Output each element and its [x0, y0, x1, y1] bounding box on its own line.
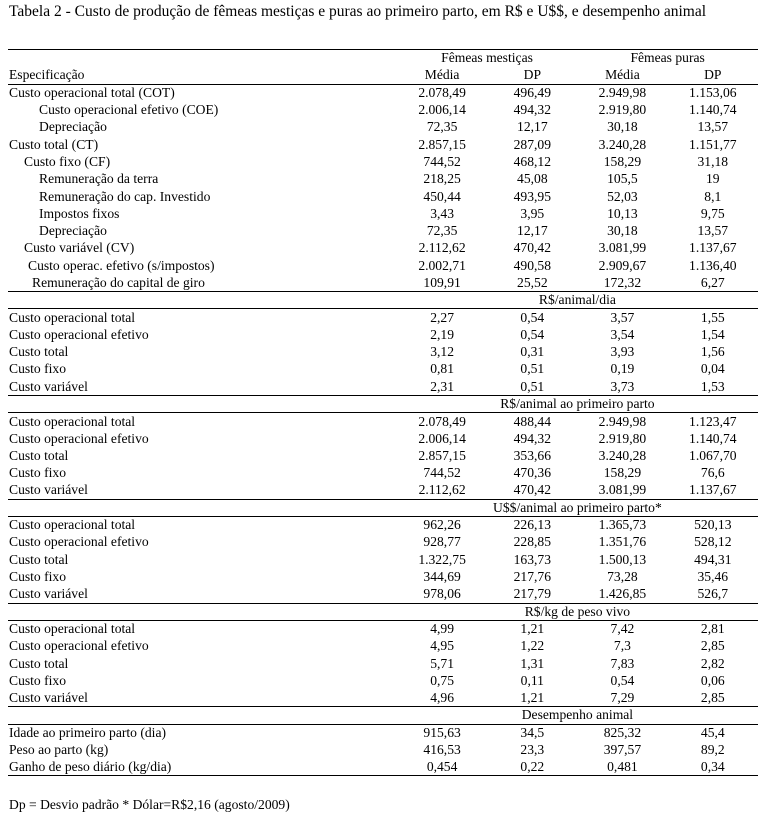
cell-media-puras: 1.500,13	[598, 551, 647, 567]
spec-header-blank	[8, 50, 397, 67]
cell-dp-puras: 2,85	[700, 638, 725, 654]
cell-media-puras: 105,5	[607, 171, 638, 187]
row-label: Custo variável	[9, 482, 88, 498]
cell-media-puras: 158,29	[603, 153, 642, 169]
row-label: Remuneração do capital de giro	[32, 274, 205, 290]
cell-media-puras: 3.081,99	[598, 240, 647, 256]
cell-dp-puras: 1.140,74	[689, 102, 737, 118]
table-row	[8, 655, 758, 672]
row-label: Remuneração da terra	[39, 171, 159, 187]
cell-dp-puras: 1.067,70	[689, 447, 737, 463]
cell-media-puras: 7,42	[610, 621, 635, 637]
cell-dp-mesticas: 25,52	[517, 274, 548, 290]
cell-media-puras: 7,83	[610, 655, 635, 671]
cell-dp-mesticas: 12,17	[517, 223, 548, 239]
section-title: R$/animal/dia	[397, 292, 758, 309]
cell-dp-mesticas: 488,44	[513, 413, 552, 429]
cell-media-puras: 0,19	[610, 361, 635, 377]
table-row	[8, 724, 758, 741]
row-label: Custo operacional efetivo	[9, 534, 149, 550]
table-row	[8, 447, 758, 464]
cell-dp-puras: 1.137,67	[689, 240, 737, 256]
cell-media-mesticas: 218,25	[423, 171, 461, 187]
cell-media-puras: 3.240,28	[598, 447, 647, 463]
row-label: Custo total	[9, 551, 69, 567]
cell-media-puras: 7,3	[613, 638, 631, 654]
subheader-media-puras: Média	[577, 67, 667, 84]
row-label: Custo operacional efetivo	[9, 430, 149, 446]
table-row	[8, 586, 758, 603]
table-row	[8, 171, 758, 188]
table-caption: Tabela 2 - Custo de produção de fêmeas mestiças e puras ao primeiro parto, em R$ e U$$, e desempenho animal	[9, 3, 707, 20]
group-header-puras: Fêmeas puras	[577, 50, 758, 67]
cell-dp-puras: 0,06	[700, 672, 725, 688]
cell-media-mesticas: 0,454	[397, 759, 488, 776]
cell-media-puras: 2.949,98	[598, 84, 647, 100]
cell-dp-mesticas: 470,42	[513, 240, 552, 256]
cell-media-mesticas: 2.006,14	[418, 430, 466, 446]
cell-dp-puras: 1.151,77	[689, 136, 737, 152]
cell-dp-puras: 89,2	[700, 742, 725, 758]
table-row	[8, 188, 758, 205]
table-row	[8, 551, 758, 568]
section-title: Desempenho animal	[397, 707, 758, 724]
row-label: Custo operacional total	[9, 309, 136, 325]
section-header-blank	[8, 395, 397, 412]
cell-dp-mesticas: 287,09	[513, 136, 552, 152]
cell-dp-mesticas: 1,21	[520, 689, 545, 705]
cell-media-mesticas: 2,19	[430, 326, 454, 342]
cell-media-mesticas: 2,27	[430, 309, 454, 325]
spec-header: Especificação	[8, 67, 397, 84]
subheader-row	[8, 67, 758, 84]
table-row	[8, 430, 758, 447]
cell-media-mesticas: 0,81	[430, 361, 454, 377]
cell-dp-mesticas: 493,95	[513, 188, 552, 204]
cell-media-puras: 52,03	[607, 188, 638, 204]
cell-media-mesticas: 2.002,71	[418, 257, 466, 273]
table-row	[8, 222, 758, 239]
cell-dp-mesticas: 470,42	[513, 482, 552, 498]
cell-media-puras: 73,28	[607, 569, 638, 585]
row-label: Custo operacional total	[9, 517, 136, 533]
cell-media-mesticas: 928,77	[423, 534, 461, 550]
cell-media-puras: 3.081,99	[598, 482, 647, 498]
row-label: Custo fixo	[9, 465, 67, 481]
cell-dp-puras: 19	[706, 171, 720, 187]
cell-media-mesticas: 416,53	[423, 742, 461, 758]
section-header-blank	[8, 707, 397, 724]
cell-media-puras: 3.240,28	[598, 136, 647, 152]
table-row	[8, 119, 758, 136]
cell-media-mesticas: 2.006,14	[418, 102, 466, 118]
cell-dp-puras: 2,85	[700, 689, 725, 705]
cell-media-puras: 172,32	[603, 274, 642, 290]
cell-dp-puras: 1.136,40	[689, 257, 737, 273]
subheader-media-mesticas: Média	[397, 67, 488, 84]
table-row	[8, 413, 758, 430]
cell-dp-mesticas: 1,31	[520, 655, 545, 671]
cell-dp-mesticas: 163,73	[513, 551, 552, 567]
cell-media-mesticas: 4,99	[430, 621, 454, 637]
cell-dp-puras: 13,57	[697, 119, 729, 135]
row-label: Depreciação	[39, 119, 107, 135]
cell-dp-puras: 1.123,47	[689, 413, 737, 429]
cell-media-puras: 10,13	[607, 205, 638, 221]
cell-dp-puras: 13,57	[697, 223, 729, 239]
row-label: Custo total	[9, 447, 69, 463]
cell-media-mesticas: 72,35	[426, 119, 458, 135]
row-label: Custo fixo (CF)	[24, 153, 111, 169]
row-label: Custo fixo	[9, 569, 67, 585]
cell-media-mesticas: 109,91	[423, 274, 461, 290]
cell-dp-mesticas: 494,32	[513, 102, 552, 118]
cell-media-puras: 825,32	[603, 724, 642, 740]
cell-media-mesticas: 344,69	[423, 569, 461, 585]
cell-dp-mesticas: 490,58	[513, 257, 552, 273]
row-label: Custo total	[9, 655, 69, 671]
cell-media-mesticas: 915,63	[423, 724, 461, 740]
row-label: Depreciação	[39, 223, 107, 239]
table-row	[8, 274, 758, 291]
section-header-row	[8, 707, 758, 724]
cell-dp-puras: 1.140,74	[689, 430, 737, 446]
subheader-dp-mesticas: DP	[487, 67, 577, 84]
cell-media-mesticas: 2.857,15	[418, 447, 466, 463]
cell-dp-puras: 494,31	[694, 551, 732, 567]
cell-dp-mesticas: 496,49	[513, 84, 552, 100]
table-row	[8, 568, 758, 585]
cell-dp-puras: 1,53	[700, 378, 725, 394]
cell-dp-mesticas: 0,31	[520, 344, 545, 360]
cell-media-mesticas: 3,12	[430, 344, 454, 360]
cell-dp-mesticas: 217,76	[513, 569, 552, 585]
cell-dp-mesticas: 468,12	[513, 153, 552, 169]
cell-dp-mesticas: 1,21	[520, 621, 545, 637]
cell-dp-mesticas: 0,54	[520, 309, 545, 325]
cell-dp-puras: 520,13	[694, 517, 732, 533]
row-label: Custo operacional efetivo	[9, 326, 149, 342]
cell-dp-mesticas: 45,08	[517, 171, 548, 187]
row-label: Remuneração do cap. Investido	[39, 188, 211, 204]
cell-media-puras: 30,18	[607, 223, 638, 239]
section-header-row	[8, 499, 758, 516]
cell-media-mesticas: 2.078,49	[418, 413, 466, 429]
cell-dp-mesticas: 23,3	[520, 742, 545, 758]
row-label: Custo fixo	[9, 672, 67, 688]
table-row	[8, 205, 758, 222]
cell-dp-puras: 1,56	[700, 344, 725, 360]
cell-media-puras: 397,57	[603, 742, 642, 758]
cell-media-mesticas: 744,52	[423, 465, 461, 481]
cost-table	[8, 49, 758, 776]
cell-dp-mesticas: 494,32	[513, 430, 552, 446]
table-row	[8, 638, 758, 655]
table-body	[8, 84, 758, 776]
cell-dp-puras: 1.137,67	[689, 482, 737, 498]
section-header-blank	[8, 292, 397, 309]
cell-dp-puras: 1.153,06	[689, 84, 737, 100]
cell-media-puras: 0,481	[577, 759, 667, 776]
table-row	[8, 136, 758, 153]
row-label: Custo operacional efetivo	[9, 638, 149, 654]
section-title: R$/animal ao primeiro parto	[397, 395, 758, 412]
subheader-dp-puras: DP	[668, 67, 758, 84]
cell-media-mesticas: 2.078,49	[418, 84, 466, 100]
cell-dp-mesticas: 217,79	[513, 586, 552, 602]
cell-dp-mesticas: 0,54	[520, 326, 545, 342]
row-label: Custo total	[9, 344, 69, 360]
cell-media-mesticas: 978,06	[423, 586, 461, 602]
cell-media-puras: 1.351,76	[598, 534, 647, 550]
row-label: Custo operacional efetivo (COE)	[39, 102, 219, 118]
row-label: Custo total (CT)	[9, 136, 99, 152]
table-row	[8, 689, 758, 706]
cell-dp-mesticas: 228,85	[513, 534, 552, 550]
cell-media-mesticas: 2.112,62	[418, 482, 466, 498]
cell-media-puras: 3,54	[610, 326, 635, 342]
row-label: Custo variável (CV)	[24, 240, 135, 256]
table-row	[8, 326, 758, 343]
cell-media-mesticas: 2.857,15	[418, 136, 466, 152]
cell-media-mesticas: 4,95	[430, 638, 454, 654]
cell-media-mesticas: 2.112,62	[418, 240, 466, 256]
cell-dp-puras: 0,04	[700, 361, 725, 377]
cell-dp-puras: 528,12	[694, 534, 732, 550]
cell-media-mesticas: 450,44	[423, 188, 461, 204]
cell-dp-mesticas: 0,51	[520, 378, 545, 394]
cell-media-puras: 2.909,67	[598, 257, 647, 273]
cell-dp-puras: 45,4	[700, 724, 725, 740]
cell-media-puras: 7,29	[610, 689, 635, 705]
cell-media-puras: 3,57	[610, 309, 635, 325]
group-header-mesticas: Fêmeas mestiças	[397, 50, 577, 67]
cell-media-puras: 3,73	[610, 378, 635, 394]
cell-dp-mesticas: 12,17	[517, 119, 548, 135]
table-row	[8, 84, 758, 101]
section-header-blank	[8, 499, 397, 516]
row-label: Custo operacional total	[9, 413, 136, 429]
cell-dp-mesticas: 226,13	[513, 517, 552, 533]
cell-media-mesticas: 2,31	[430, 378, 454, 394]
section-header-row	[8, 395, 758, 412]
cell-media-mesticas: 4,96	[430, 689, 454, 705]
group-header-row	[8, 50, 758, 67]
row-label: Custo variável	[9, 586, 88, 602]
table-row	[8, 240, 758, 257]
cell-media-mesticas: 72,35	[426, 223, 458, 239]
table-row	[8, 309, 758, 326]
cell-dp-puras: 6,27	[700, 274, 725, 290]
cell-media-puras: 2.919,80	[598, 102, 647, 118]
row-label: Custo operacional total (COT)	[9, 84, 175, 100]
table-row	[8, 344, 758, 361]
table-footnote: Dp = Desvio padrão * Dólar=R$2,16 (agosto/2009)	[9, 797, 290, 812]
section-header-blank	[8, 603, 397, 620]
table-row	[8, 257, 758, 274]
cell-dp-puras: 76,6	[700, 465, 725, 481]
cell-dp-mesticas: 34,5	[520, 724, 545, 740]
cell-dp-puras: 9,75	[700, 205, 725, 221]
cell-media-mesticas: 0,75	[430, 672, 454, 688]
cell-media-mesticas: 1.322,75	[418, 551, 466, 567]
cell-dp-mesticas: 470,36	[513, 465, 552, 481]
table-row	[8, 672, 758, 689]
row-label: Custo operacional total	[9, 621, 136, 637]
cell-dp-mesticas: 353,66	[513, 447, 552, 463]
section-title: R$/kg de peso vivo	[397, 603, 758, 620]
cell-media-puras: 158,29	[603, 465, 642, 481]
table-row	[8, 759, 758, 776]
cell-media-puras: 0,54	[610, 672, 635, 688]
cell-dp-mesticas: 0,22	[487, 759, 577, 776]
row-label: Ganho de peso diário (kg/dia)	[8, 759, 397, 776]
cell-dp-mesticas: 0,11	[520, 672, 544, 688]
cell-media-puras: 30,18	[607, 119, 638, 135]
cell-media-puras: 3,93	[610, 344, 635, 360]
table-row	[8, 361, 758, 378]
table-row	[8, 101, 758, 118]
table-row	[8, 465, 758, 482]
cell-dp-puras: 2,81	[700, 621, 725, 637]
cell-dp-mesticas: 3,95	[520, 205, 545, 221]
row-label: Peso ao parto (kg)	[9, 742, 109, 758]
section-header-row	[8, 292, 758, 309]
cell-media-puras: 2.949,98	[598, 413, 647, 429]
table-row	[8, 620, 758, 637]
row-label: Custo operac. efetivo (s/impostos)	[28, 257, 215, 273]
section-header-row	[8, 603, 758, 620]
cell-dp-puras: 35,46	[697, 569, 729, 585]
table-row	[8, 153, 758, 170]
cell-media-mesticas: 3,43	[430, 205, 454, 221]
cell-dp-puras: 2,82	[700, 655, 725, 671]
cell-media-mesticas: 962,26	[423, 517, 461, 533]
cell-media-puras: 1.426,85	[598, 586, 647, 602]
cell-media-puras: 2.919,80	[598, 430, 647, 446]
row-label: Custo fixo	[9, 361, 67, 377]
cell-media-mesticas: 5,71	[430, 655, 454, 671]
cell-dp-mesticas: 1,22	[520, 638, 545, 654]
row-label: Custo variável	[9, 378, 88, 394]
cell-media-puras: 1.365,73	[598, 517, 647, 533]
table-row	[8, 534, 758, 551]
row-label: Impostos fixos	[39, 205, 120, 221]
table-row	[8, 517, 758, 534]
table-row	[8, 741, 758, 758]
cell-dp-puras: 0,34	[668, 759, 758, 776]
cell-dp-puras: 526,7	[697, 586, 729, 602]
table-row	[8, 378, 758, 395]
cell-media-mesticas: 744,52	[423, 153, 461, 169]
cell-dp-puras: 1,55	[700, 309, 725, 325]
row-label: Custo variável	[9, 689, 88, 705]
row-label: Idade ao primeiro parto (dia)	[9, 724, 167, 740]
table-row	[8, 482, 758, 499]
cell-dp-puras: 8,1	[704, 188, 722, 204]
cell-dp-puras: 1,54	[700, 326, 725, 342]
cell-dp-mesticas: 0,51	[520, 361, 545, 377]
section-title: U$$/animal ao primeiro parto*	[397, 499, 758, 516]
cell-dp-puras: 31,18	[697, 153, 729, 169]
